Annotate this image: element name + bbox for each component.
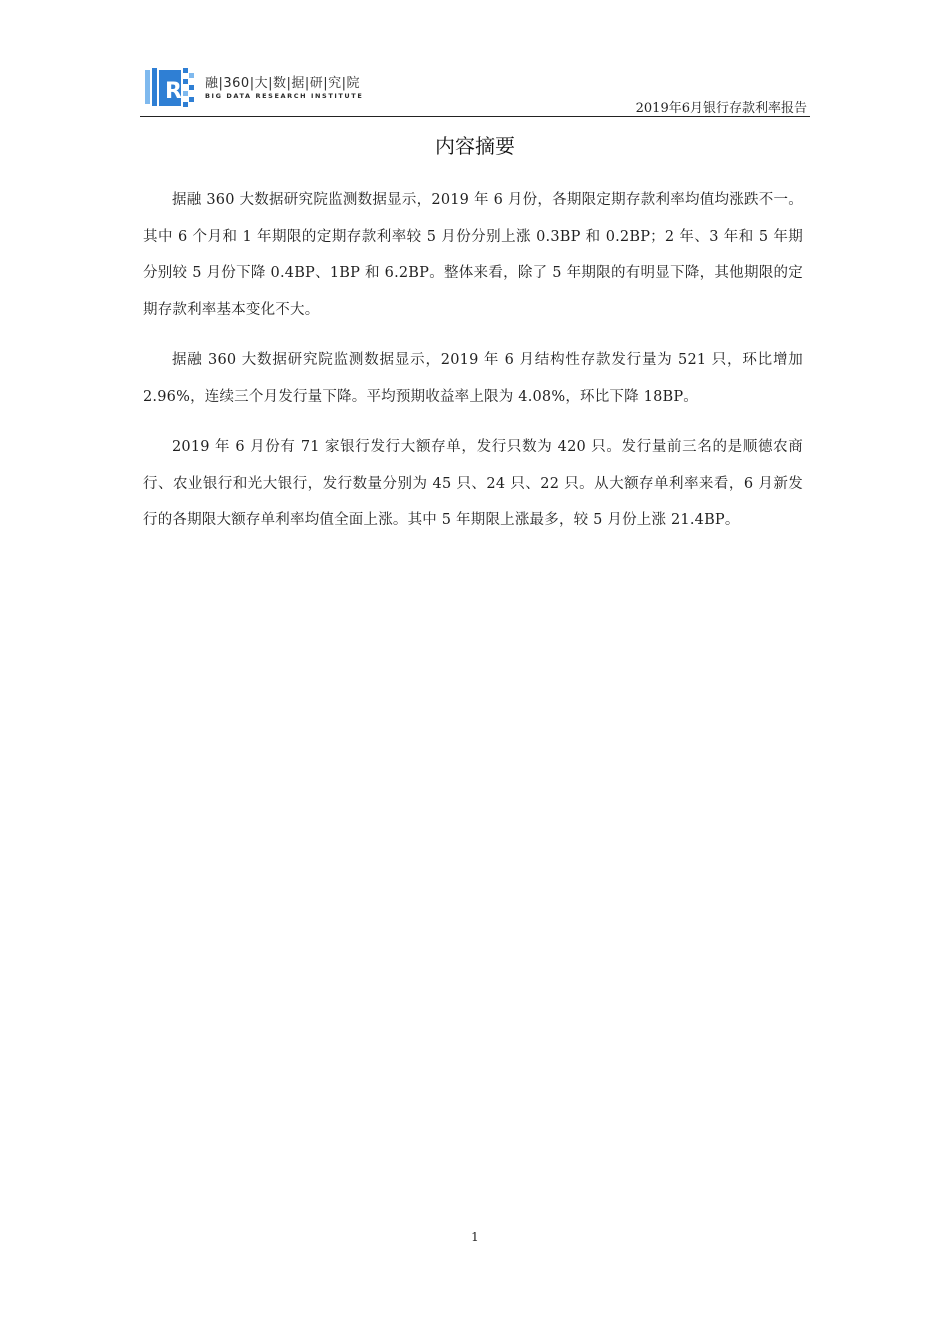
summary-body: [143, 182, 803, 553]
page-title: 内容摘要: [435, 134, 515, 158]
logo-english-text: BIG DATA RESEARCH INSTITUTE: [205, 92, 364, 100]
summary-paragraph-fixed-deposit: 据融 360 大数据研究院监测数据显示，2019 年 6 月份，各期限定期存款利率均值均涨跌不一。其中 6 个月和 1 年期限的定期存款利率较 5 月份分别上涨 0.3BP 和 0.2BP；2 年、3 年和 5 年期分别较 5 月份下降 0.4BP、1BP 和 6.2BP。整体来看，除了 5 年期限的有明显下降，其他期限的定期存款利率基本变化不大。: [143, 192, 803, 318]
brand-logo: [143, 64, 364, 112]
svg-text:R: R: [165, 79, 182, 104]
summary-paragraph-structured-deposit: 据融 360 大数据研究院监测数据显示，2019 年 6 月结构性存款发行量为 521 只，环比增加 2.96%，连续三个月发行量下降。平均预期收益率上限为 4.08%，环比下降 18BP。: [143, 352, 803, 405]
report-title: 2019年6月银行存款利率报告: [635, 101, 807, 116]
page-number: 1: [471, 1230, 479, 1244]
logo-mark-icon: [143, 64, 199, 112]
header-divider: [140, 116, 810, 117]
summary-paragraph-large-cd: 2019 年 6 月份有 71 家银行发行大额存单，发行只数为 420 只。发行量前三名的是顺德农商行、农业银行和光大银行，发行数量分别为 45 只、24 只、22 只。从大额存单利率来看，6 月新发行的各期限大额存单利率均值全面上涨。其中 5 年期限上涨最多，较 5 月份上涨 21.4BP。: [143, 439, 803, 528]
logo-chinese-text: 融|360|大|数|据|研|究|院: [205, 76, 360, 91]
